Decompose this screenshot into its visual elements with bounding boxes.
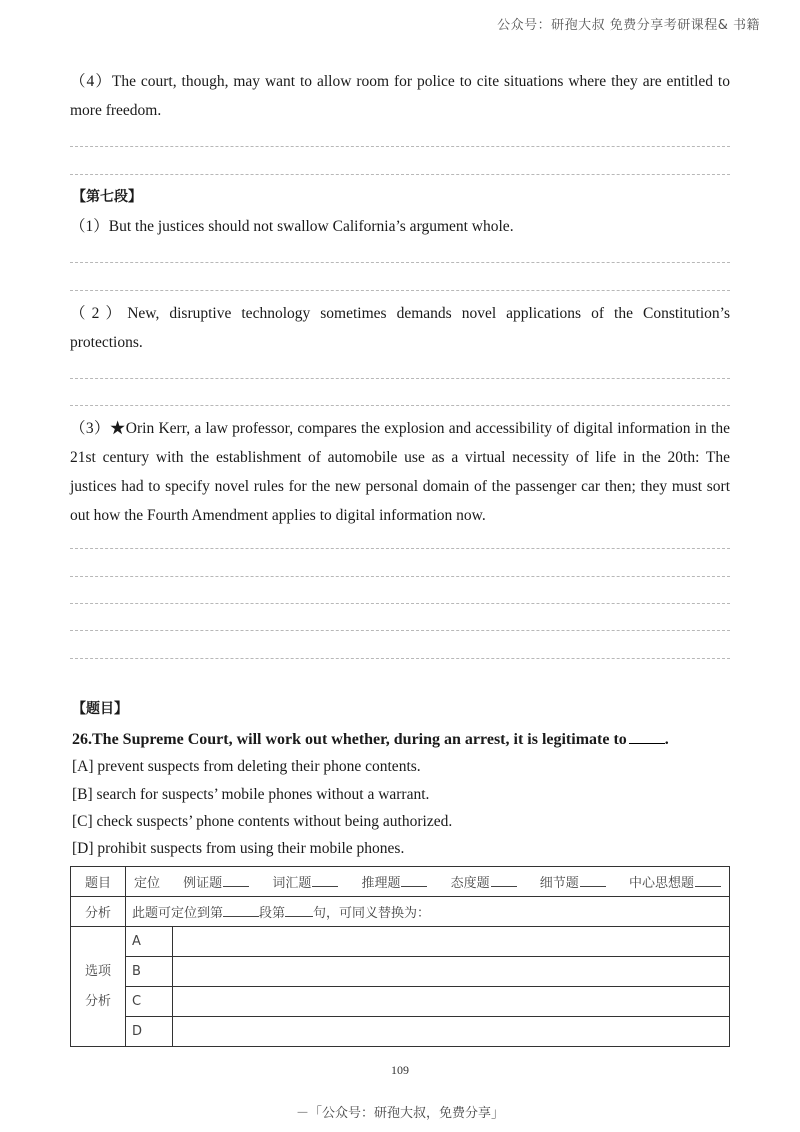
page-number: 109 <box>391 1063 409 1077</box>
type-inference: 推理题 <box>361 872 427 891</box>
answer-line <box>70 405 730 406</box>
question-title-end: . <box>664 731 669 748</box>
type-vocabulary: 词汇题 <box>272 872 338 891</box>
type-detail: 细节题 <box>540 872 606 891</box>
option-d: [D] prohibit suspects from using their mobile phones. <box>72 840 405 857</box>
question-title <box>72 729 669 749</box>
question-blank <box>629 729 665 744</box>
question-title-text: 26.The Supreme Court, will work out whether, during an arrest, it is legitimate to <box>72 731 627 748</box>
row-label-options: 选项 分析 <box>71 927 126 1047</box>
type-example: 例证题 <box>183 872 249 891</box>
answer-line <box>70 548 730 549</box>
type-main-idea: 中心思想题 <box>629 872 721 891</box>
option-a: [A] prevent suspects from deleting their phone contents. <box>72 758 421 775</box>
paragraph-6-sentence-4: （4）The court, though, may want to allow room for police to cite situations where they are entitled to more freedom. <box>70 73 730 119</box>
option-letter-a: A <box>126 927 173 957</box>
option-analysis-d <box>173 1017 730 1047</box>
question-section-heading: 【题目】 <box>72 701 128 717</box>
section-7-heading: 【第七段】 <box>72 189 142 205</box>
option-letter-c: C <box>126 987 173 1017</box>
row-label-analysis: 分析 <box>71 897 126 927</box>
option-b: [B] search for suspects’ mobile phones without a warrant. <box>72 786 430 803</box>
option-letter-d: D <box>126 1017 173 1047</box>
answer-line <box>70 146 730 147</box>
type-locate: 定位 <box>134 876 161 891</box>
answer-line <box>70 630 730 631</box>
paragraph-7-sentence-2: （2）New, disruptive technology sometimes demands novel applications of the Constitution’s protections. <box>70 305 730 351</box>
answer-line <box>70 262 730 263</box>
option-analysis-b <box>173 957 730 987</box>
answer-line <box>70 603 730 604</box>
answer-line <box>70 174 730 175</box>
analysis-table <box>70 866 730 1047</box>
option-letter-b: B <box>126 957 173 987</box>
option-c: [C] check suspects’ phone contents without being authorized. <box>72 813 453 830</box>
answer-line <box>70 290 730 291</box>
answer-line <box>70 658 730 659</box>
answer-line <box>70 378 730 379</box>
locate-cell: 此题可定位到第 段第 句，可同义替换为： <box>126 897 730 927</box>
footer-share-text: －「公众号：研孢大叔，免费分享」 <box>295 1106 504 1121</box>
type-attitude: 态度题 <box>451 872 517 891</box>
header-watermark: 公众号：研孢大叔 免费分享考研课程& 书籍 <box>497 18 760 33</box>
question-type-cell <box>126 867 730 897</box>
option-analysis-a <box>173 927 730 957</box>
answer-line <box>70 576 730 577</box>
paragraph-7-sentence-3: （3）★Orin Kerr, a law professor, compares the explosion and accessibility of digital information in the 21st century with the establishment of automobile use as a virtual necessity of life in the 20th: The justices had to specify novel rules for the new personal domain of the passenger car then; they must sort out how the Fourth Amendment applies to digital information now. <box>70 420 730 524</box>
row-label-question: 题目 <box>71 867 126 897</box>
paragraph-7-sentence-1: （1）But the justices should not swallow California’s argument whole. <box>70 218 514 235</box>
option-analysis-c <box>173 987 730 1017</box>
